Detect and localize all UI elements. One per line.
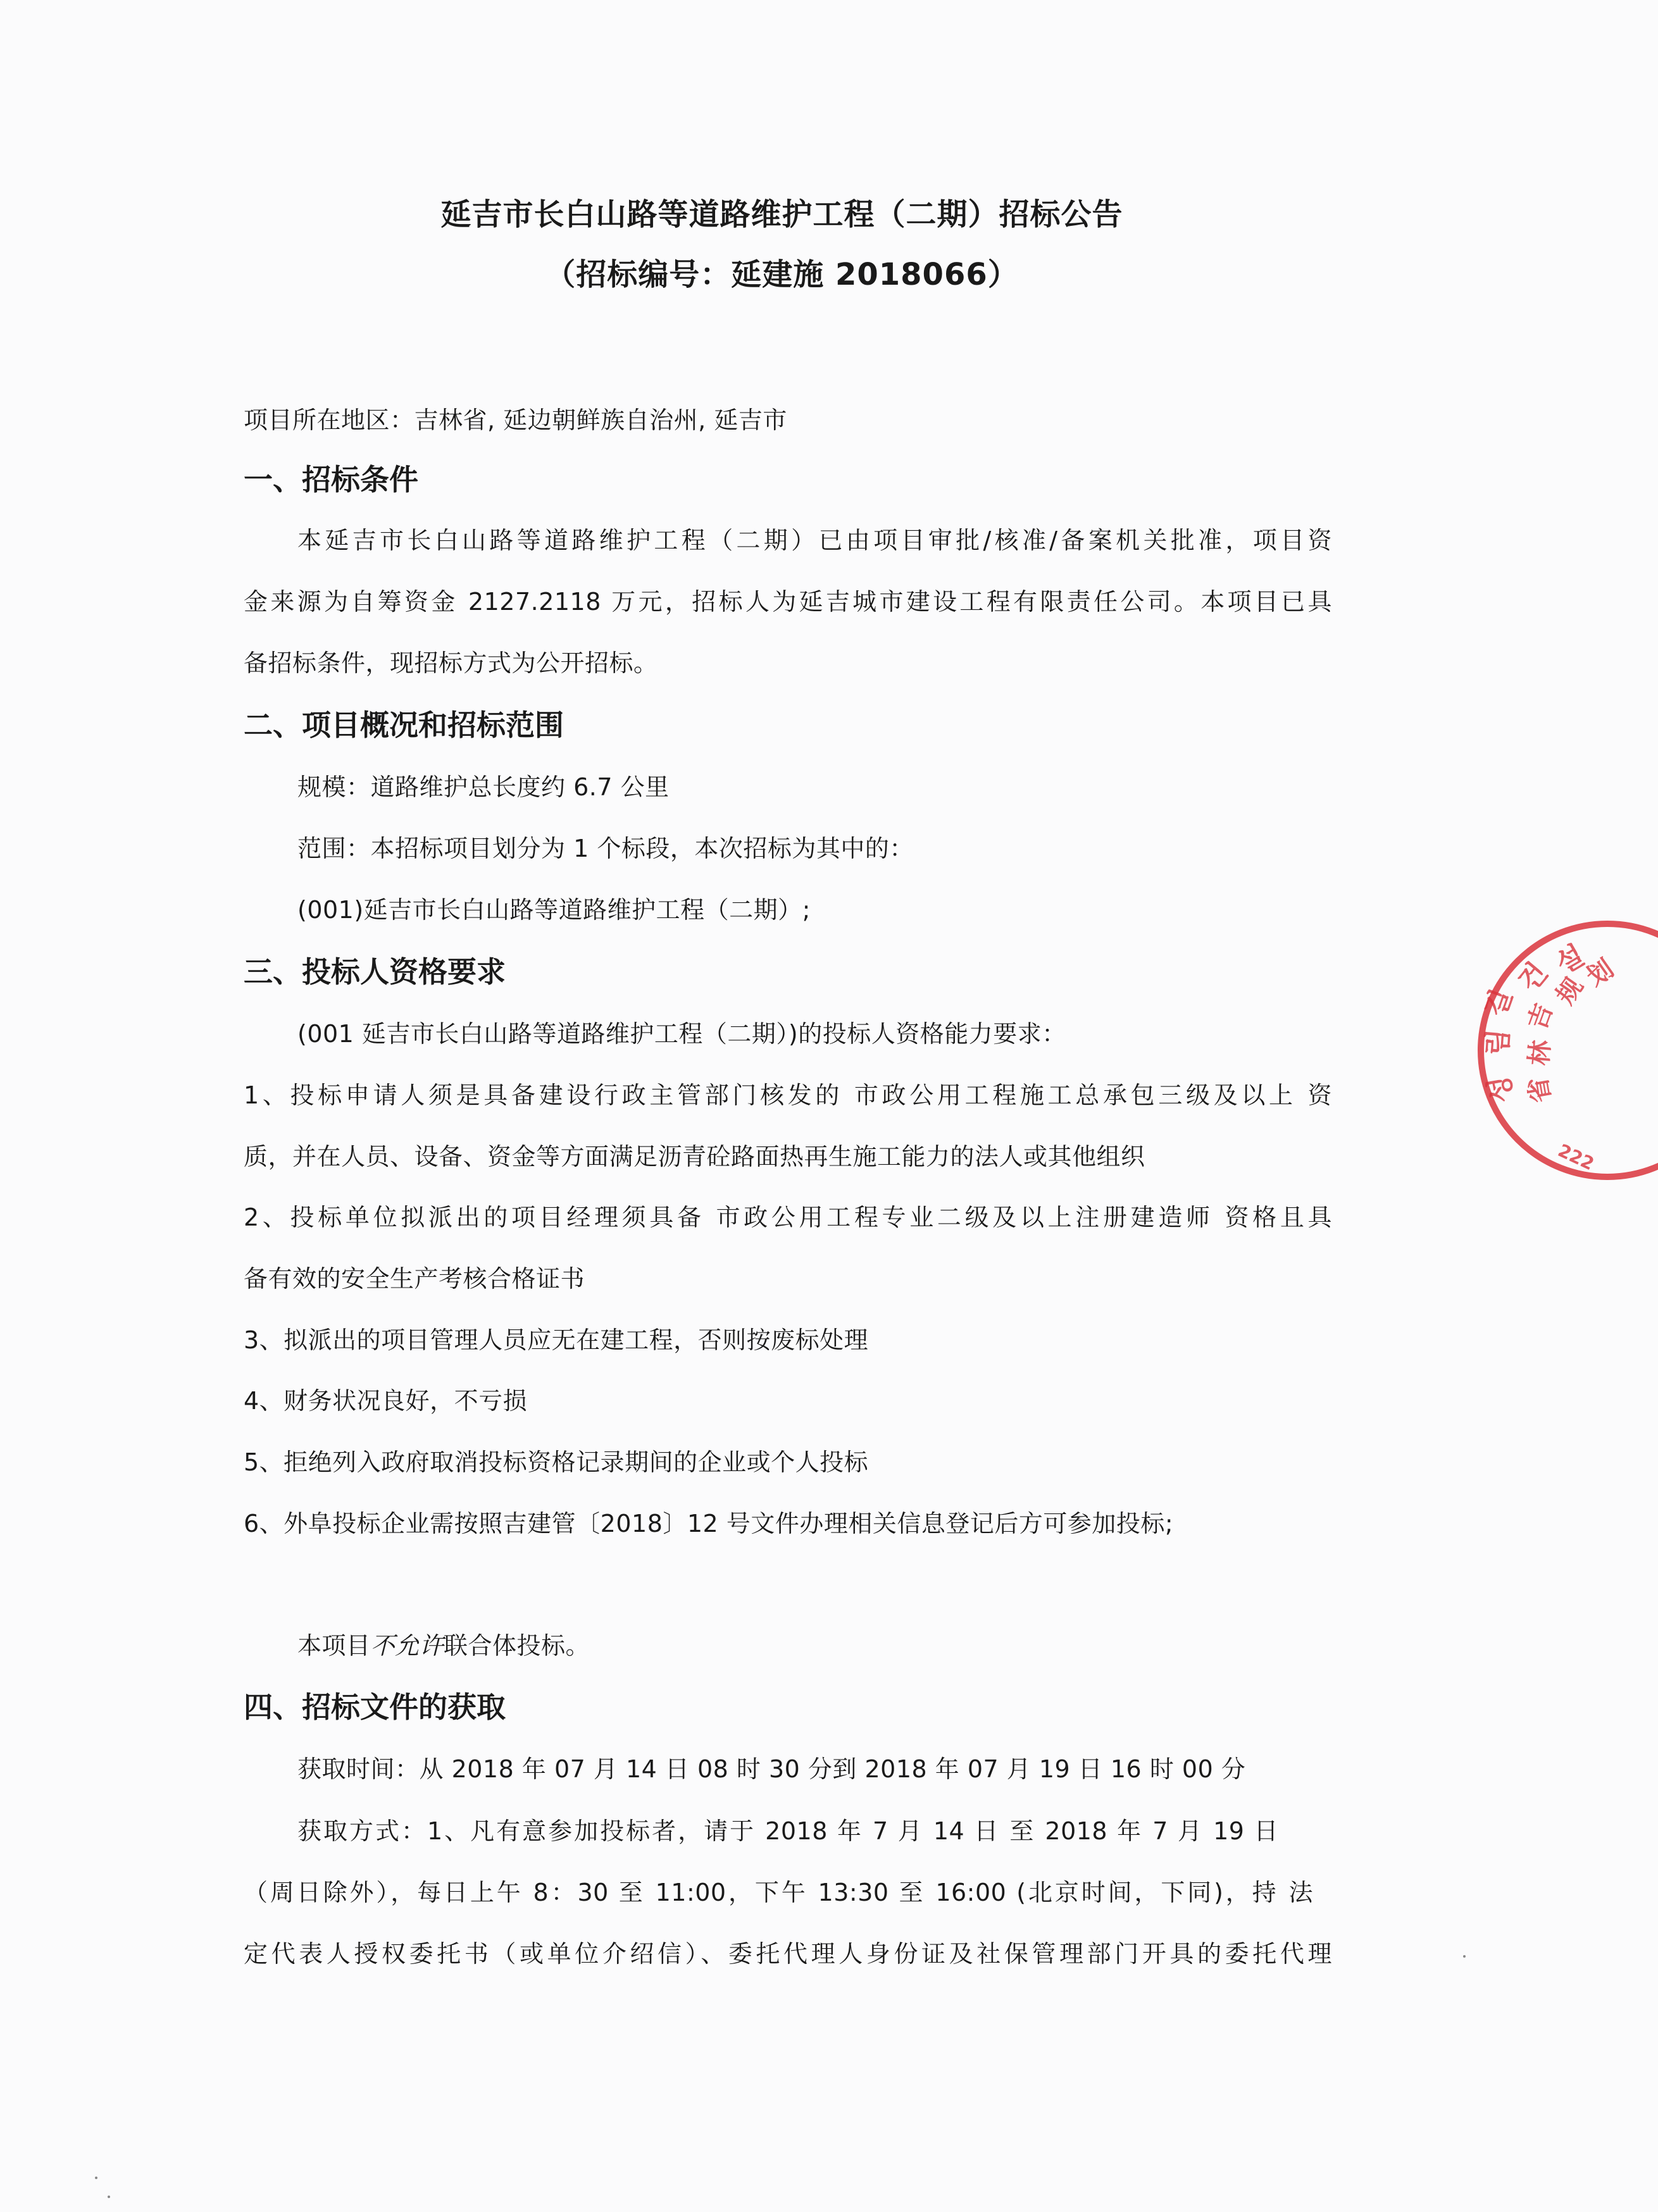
official-seal-stamp — [1468, 911, 1658, 1190]
paragraph-line: 定代表人授权委托书（或单位介绍信）、委托代理人身份证及社保管理部门开具的委托代理 — [244, 1940, 1332, 1968]
joint-bid-statement — [297, 1629, 590, 1662]
bid-number: （招标编号：延建施 2018066） — [545, 257, 1019, 292]
paragraph-line: 范围：本招标项目划分为 1 个标段，本次招标为其中的： — [297, 835, 914, 862]
svg-text:林: 林 — [1524, 1039, 1556, 1067]
requirement-line: 4、财务状况良好，不亏损 — [244, 1387, 528, 1415]
svg-text:吉: 吉 — [1523, 1000, 1559, 1034]
requirement-line: 备有效的安全生产考核合格证书 — [244, 1265, 585, 1293]
svg-text:省: 省 — [1523, 1074, 1557, 1105]
section-heading-project-scope: 二、项目概况和招标范围 — [244, 708, 564, 742]
svg-text:건: 건 — [1512, 956, 1554, 998]
svg-text:222: 222 — [1555, 1140, 1597, 1175]
paragraph-line: 备招标条件，现招标方式为公开招标。 — [244, 649, 658, 677]
requirement-line: 2、投标单位拟派出的项目经理须具备 市政公用工程专业二级及以上注册建造师 资格且具 — [244, 1203, 1332, 1231]
requirement-line: 1、投标申请人须是具备建设行政主管部门核发的 市政公用工程施工总承包三级及以上 资 — [244, 1081, 1332, 1109]
requirement-line: 3、拟派出的项目管理人员应无在建工程，否则按废标处理 — [244, 1326, 869, 1354]
joint-bid-not-allowed: 不允许 — [370, 1632, 444, 1660]
svg-text:설: 설 — [1550, 939, 1590, 981]
joint-bid-suffix: 联合体投标。 — [444, 1632, 590, 1660]
paragraph-line: (001)延吉市长白山路等道路维护工程（二期）; — [297, 896, 811, 924]
svg-text:划: 划 — [1581, 954, 1619, 993]
document-title: 延吉市长白山路等道路维护工程（二期）招标公告 — [440, 197, 1123, 232]
paragraph-line: 金来源为自筹资金 2127.2118 万元，招标人为延吉城市建设工程有限责任公司。本项目已具 — [244, 588, 1332, 616]
section-heading-bidder-qualifications: 三、投标人资格要求 — [244, 955, 506, 989]
requirement-line: 5、拒绝列入政府取消投标资格记录期间的企业或个人投标 — [244, 1448, 869, 1476]
paragraph-line: 获取时间：从 2018 年 07 月 14 日 08 时 30 分到 2018 年 07 月 19 日 16 时 00 分 — [297, 1755, 1246, 1783]
svg-text:림: 림 — [1481, 1028, 1516, 1057]
paragraph-line: （周日除外），每日上午 8：30 至 11:00，下午 13:30 至 16:00 (北京时间，下同)，持 法 — [244, 1879, 1313, 1906]
paragraph-line: 规模：道路维护总长度约 6.7 公里 — [297, 773, 670, 801]
paragraph-line: 本延吉市长白山路等道路维护工程（二期）已由项目审批/核准/备案机关批准，项目资 — [297, 526, 1332, 554]
joint-bid-prefix: 本项目 — [297, 1632, 371, 1660]
scan-speck — [1463, 1955, 1466, 1958]
svg-text:规: 规 — [1550, 972, 1590, 1010]
svg-text:길: 길 — [1479, 985, 1519, 1021]
scan-speck — [108, 2196, 110, 2198]
scan-speck — [95, 2177, 97, 2179]
requirement-line: 质，并在人员、设备、资金等方面满足沥青砼路面热再生施工能力的法人或其他组织 — [244, 1143, 1145, 1171]
section-heading-bid-conditions: 一、招标条件 — [244, 463, 418, 497]
paragraph-line: 获取方式：1、凡有意参加投标者，请于 2018 年 7 月 14 日 至 2018 年 7 月 19 日 — [297, 1817, 1278, 1845]
project-location: 项目所在地区：吉林省, 延边朝鲜族自治州, 延吉市 — [244, 406, 787, 434]
requirement-line: 6、外阜投标企业需按照吉建管〔2018〕12 号文件办理相关信息登记后方可参加投标; — [244, 1510, 1174, 1538]
paragraph-line: (001 延吉市长白山路等道路维护工程（二期）)的投标人资格能力要求： — [297, 1020, 1066, 1048]
section-heading-obtain-documents: 四、招标文件的获取 — [244, 1690, 506, 1724]
svg-text:성: 성 — [1483, 1073, 1519, 1105]
